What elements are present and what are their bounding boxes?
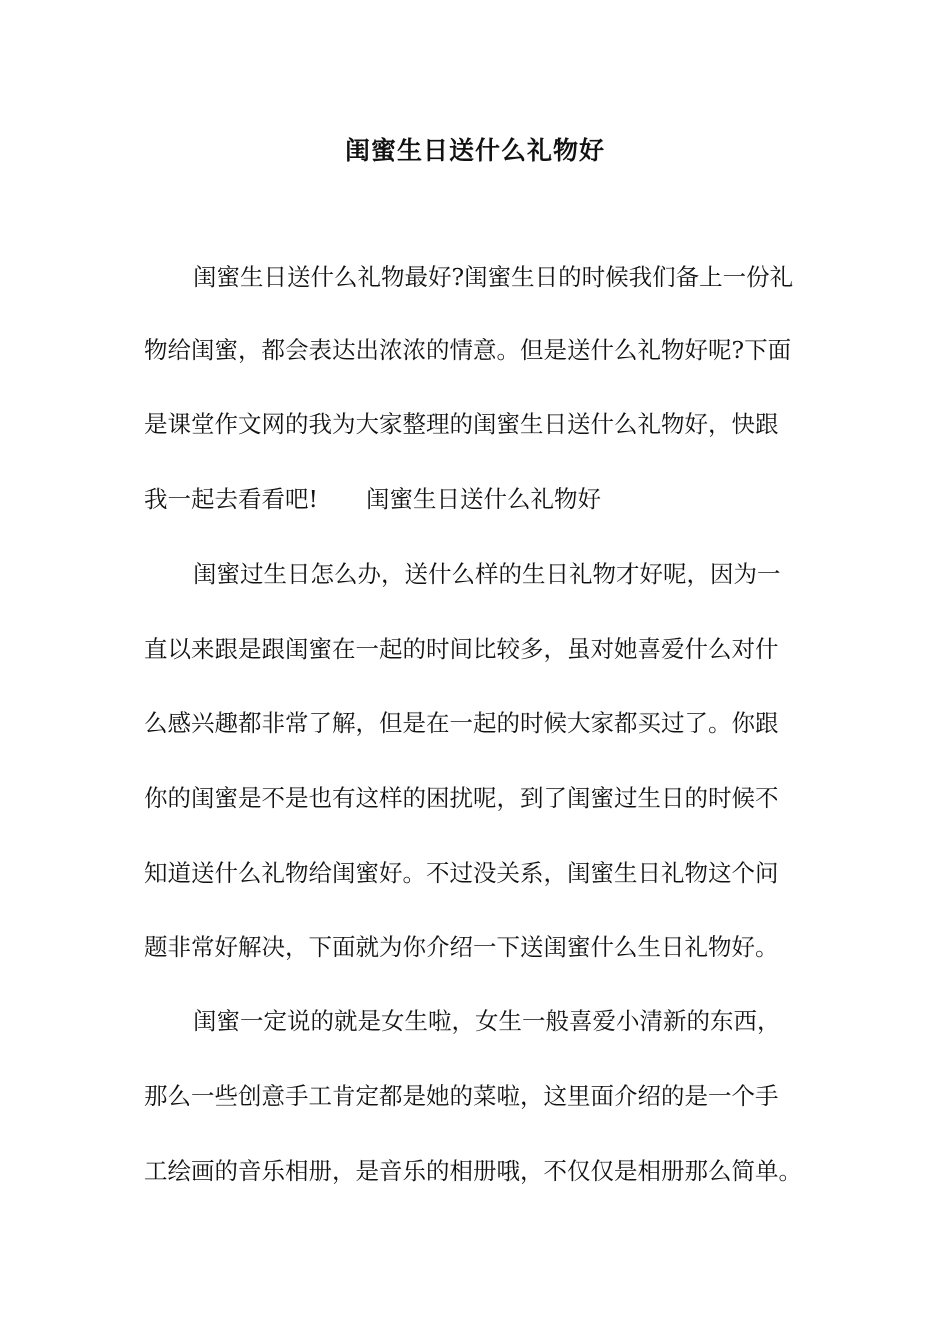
- paragraph-line: 物给闺蜜，都会表达出浓浓的情意。但是送什么礼物好呢?下面: [144, 336, 792, 364]
- paragraph-line: 题非常好解决，下面就为你介绍一下送闺蜜什么生日礼物好。: [144, 933, 779, 961]
- paragraph-line: 直以来跟是跟闺蜜在一起的时间比较多，虽对她喜爱什么对什: [144, 635, 779, 663]
- paragraph-line: 工绘画的音乐相册，是音乐的相册哦，不仅仅是相册那么简单。: [144, 1157, 802, 1185]
- section-heading: 闺蜜生日送什么礼物好: [365, 485, 601, 513]
- paragraph-line: 是课堂作文网的我为大家整理的闺蜜生日送什么礼物好，快跟: [144, 410, 779, 438]
- paragraph-line: 那么一些创意手工肯定都是她的菜啦，这里面介绍的是一个手: [144, 1082, 779, 1110]
- paragraph-line: 闺蜜一定说的就是女生啦，女生一般喜爱小清新的东西，: [193, 1007, 781, 1035]
- paragraph-line-text: 我一起去看看吧!: [144, 485, 318, 513]
- paragraph-line: 知道送什么礼物给闺蜜好。不过没关系，闺蜜生日礼物这个问: [144, 859, 779, 887]
- paragraph-line: [144, 482, 601, 516]
- paragraph-line: 闺蜜过生日怎么办，送什么样的生日礼物才好呢，因为一: [193, 560, 781, 588]
- document-title: 闺蜜生日送什么礼物好: [344, 136, 605, 165]
- paragraph-line: 么感兴趣都非常了解，但是在一起的时候大家都买过了。你跟: [144, 709, 779, 737]
- paragraph-line: 你的闺蜜是不是也有这样的困扰呢，到了闺蜜过生日的时候不: [144, 784, 779, 812]
- paragraph-line: 闺蜜生日送什么礼物最好?闺蜜生日的时候我们备上一份礼: [193, 263, 794, 291]
